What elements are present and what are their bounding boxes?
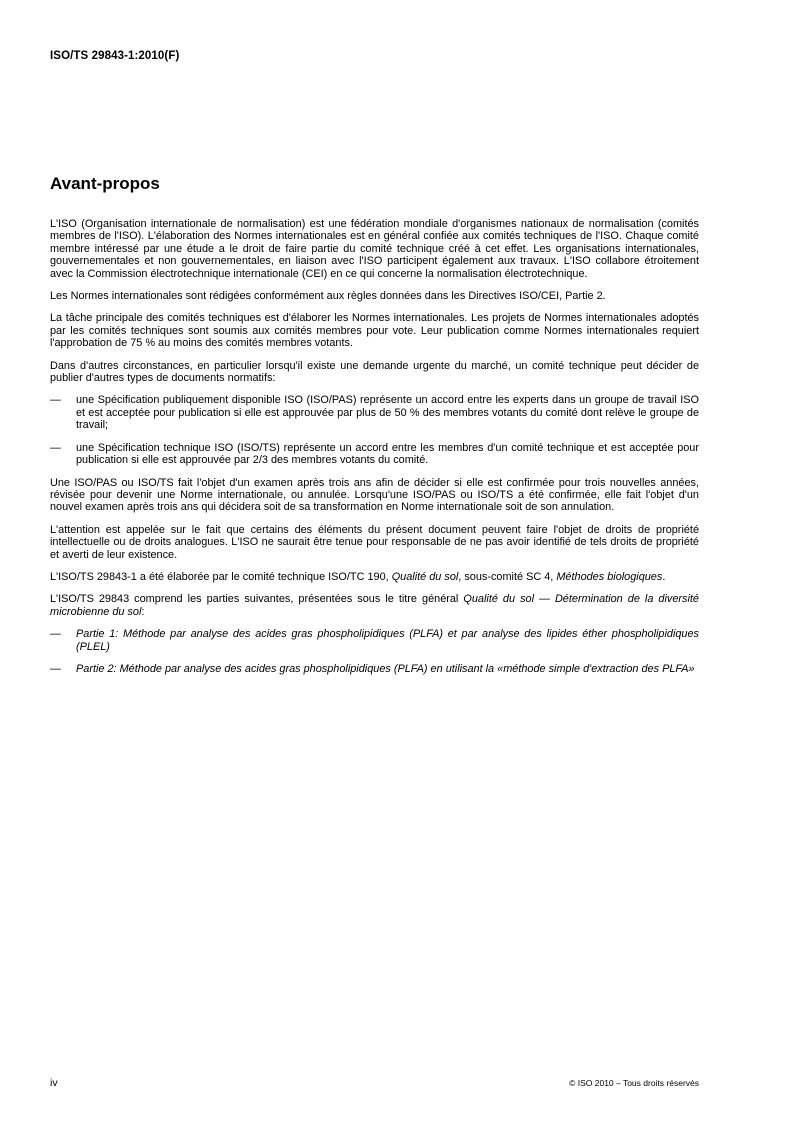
list-item-iso-ts: [50, 442, 699, 467]
list-item-text: une Spécification publiquement disponible ISO (ISO/PAS) représente un accord entre les experts dans un groupe de travail ISO et est acceptée pour publication si elle est approuvée par plus de 50 % des membres votants du comité dont relève le groupe de travail;: [76, 394, 699, 432]
page-number: iv: [50, 1077, 58, 1089]
copyright-notice: © ISO 2010 – Tous droits réservés: [569, 1078, 699, 1088]
paragraph-prepared-by: [50, 571, 699, 583]
em-dash: —: [50, 628, 61, 641]
paragraph-iso-intro: L'ISO (Organisation internationale de normalisation) est une fédération mondiale d'organismes nationaux de normalisation (comités membres de l'ISO). L'élaboration des Normes internationales est en général confiée aux comités techniques de l'ISO. Chaque comité membre intéressé par une étude a le droit de faire partie du comité technique créé à cet effet. Les organisations internationales, gouvernementales et non gouvernementales, en liaison avec l'ISO participent également aux travaux. L'ISO collabore étroitement avec la Commission électrotechnique internationale (CEI) en ce qui concerne la normalisation électrotechnique.: [50, 218, 699, 280]
paragraph-patent-rights: L'attention est appelée sur le fait que certains des éléments du présent document peuvent faire l'objet de droits de propriété intellectuelle ou de droits analogues. L'ISO ne saurait être tenue pour responsable de ne pas avoir identifié de tels droits de propriété et averti de leur existence.: [50, 523, 699, 561]
document-identifier: ISO/TS 29843-1:2010(F): [50, 50, 180, 62]
section-title: Avant-propos: [50, 174, 160, 193]
list-item-text: Partie 1: Méthode par analyse des acides gras phospholipidiques (PLFA) et par analyse des lipides éther phospholipidiques (PLEL): [76, 628, 699, 653]
prepared-by-text: L'ISO/TS 29843-1 a été élaborée par le comité technique ISO/TC 190,: [50, 570, 392, 583]
paragraph-main-task: La tâche principale des comités techniques est d'élaborer les Normes internationales. Les projets de Normes internationales adoptés par les comités techniques sont soumis aux comités membres pour vote. Leur publication comme Normes internationales requiert l'approbation de 75 % au moins des comités membres votants.: [50, 312, 699, 350]
list-item-iso-pas: [50, 394, 699, 431]
committee-title: Qualité du sol: [391, 570, 459, 583]
foreword-body: [50, 218, 699, 685]
paragraph-directives: Les Normes internationales sont rédigées conformément aux règles données dans les Directives ISO/CEI, Partie 2.: [50, 290, 606, 303]
period: .: [662, 570, 666, 583]
general-title: Qualité du sol — Détermination de la diversité microbienne du sol: [50, 593, 699, 618]
paragraph-parts-intro: [50, 593, 699, 618]
subcommittee-title: Méthodes biologiques: [556, 570, 663, 583]
list-item-part-2: [50, 663, 699, 675]
list-item-text: une Spécification technique ISO (ISO/TS) représente un accord entre les membres d'un comité technique et est acceptée pour publication si elle est approuvée par 2/3 des membres votants du comité.: [76, 441, 699, 467]
em-dash: —: [50, 662, 61, 675]
list-item-text: Partie 2: Méthode par analyse des acides gras phospholipidiques (PLFA) en utilisant la «méthode simple d'extraction des PLFA»: [76, 662, 695, 675]
parts-intro-text: L'ISO/TS 29843 comprend les parties suivantes, présentées sous le titre général: [50, 593, 464, 606]
em-dash: —: [50, 441, 61, 454]
em-dash: —: [50, 394, 61, 407]
colon: :: [141, 605, 145, 618]
paragraph-other-circumstances: Dans d'autres circonstances, en particulier lorsqu'il existe une demande urgente du marché, un comité technique peut décider de publier d'autres types de documents normatifs:: [50, 359, 699, 385]
paragraph-review: Une ISO/PAS ou ISO/TS fait l'objet d'un examen après trois ans afin de décider si elle est confirmée pour trois nouvelles années, révisée pour devenir une Norme internationale, ou annulée. Lorsqu'une ISO/PAS ou ISO/TS a été confirmée, elle fait l'objet d'un nouvel examen après trois ans qui décidera soit de sa transformation en Norme internationale soit de son annulation.: [50, 476, 699, 514]
list-item-part-1: [50, 628, 699, 653]
subcommittee-text: , sous-comité SC 4,: [458, 570, 557, 583]
